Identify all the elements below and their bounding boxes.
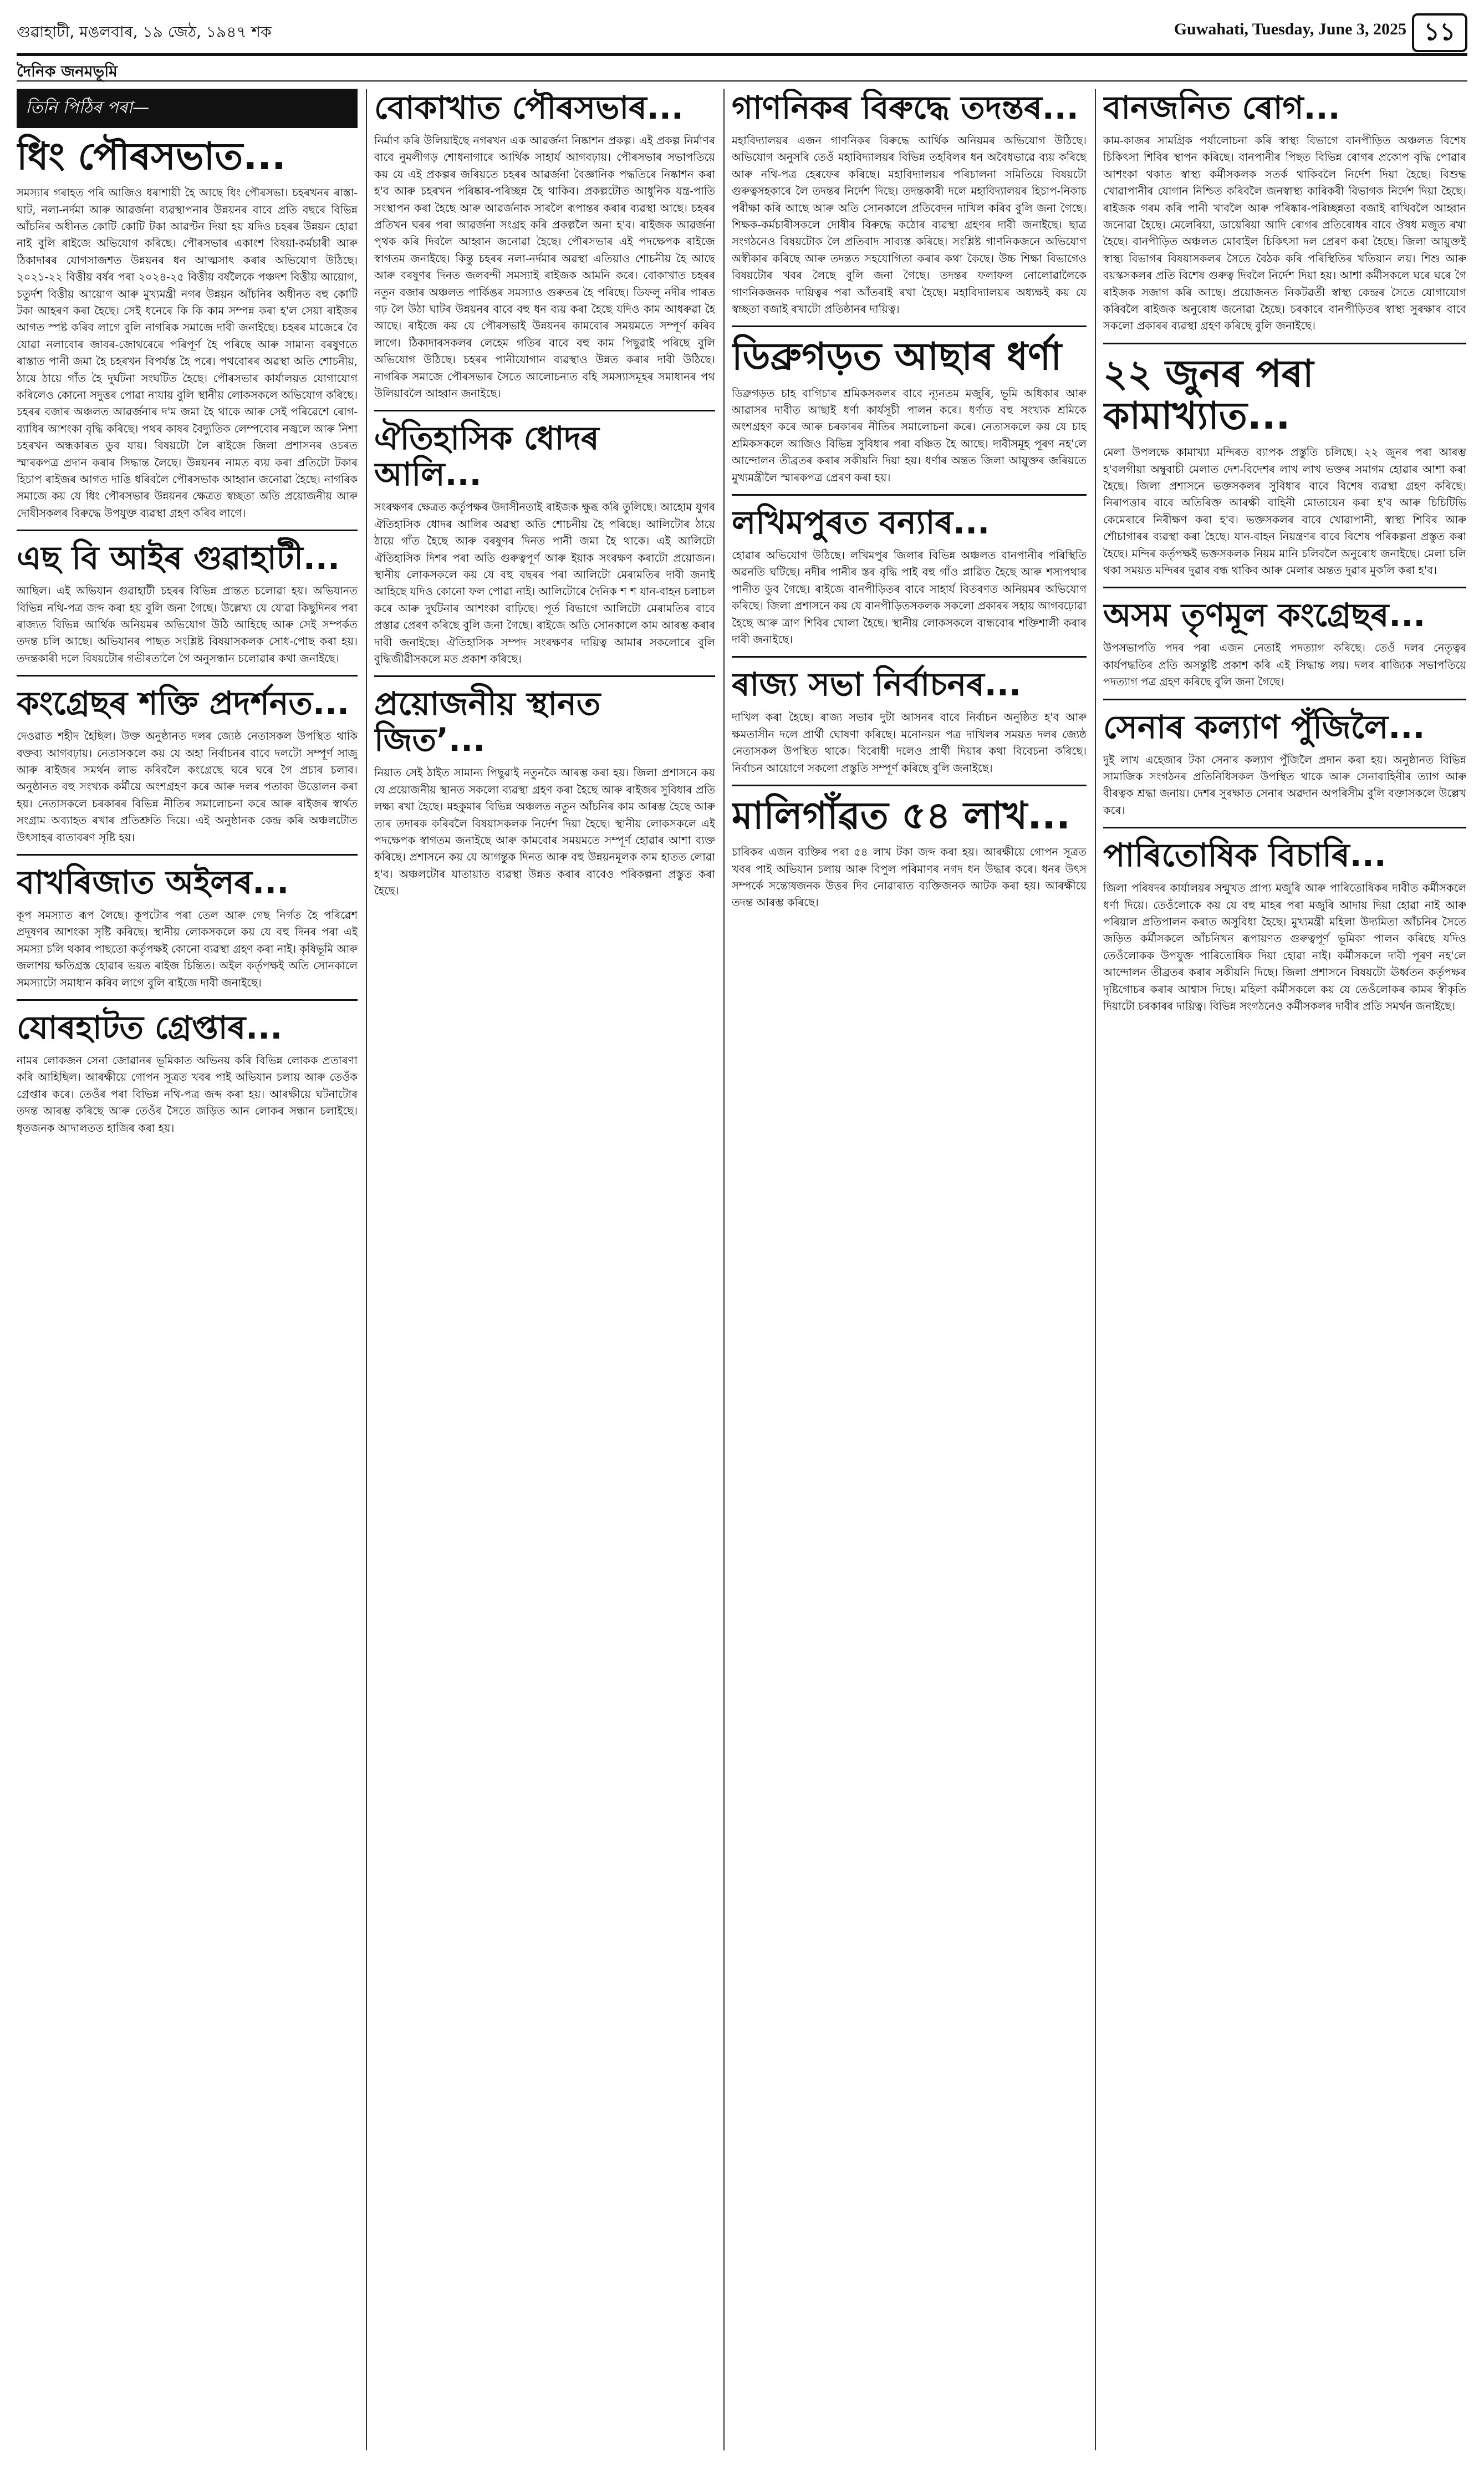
article-body: দাখিল কৰা হৈছে। ৰাজ্য সভাৰ দুটা আসনৰ বাবে নিৰ্বাচন অনুষ্ঠিত হ'ব আৰু ক্ষমতাসীন দলে প্ৰাৰ্থী ঘোষণা কৰিছে। মনোনয়ন পত্ৰ দাখিলৰ সময়ত দলৰ জ্যেষ্ঠ নেতাসকল উপস্থিত থাকে। বিৰোধী দলেও প্ৰাৰ্থী দিয়াৰ কথা বিবেচনা কৰিছে। নিৰ্বাচন আয়োগে সকলো প্ৰস্তুতি সম্পূৰ্ণ কৰিছে বুলি জনাইছে। (732, 711, 1087, 775)
column-2 (374, 89, 715, 2450)
article-body: জিলা পৰিষদৰ কাৰ্যালয়ৰ সন্মুখত প্ৰাপ্য মজুৰি আৰু পাৰিতোষিকৰ দাবীত কৰ্মীসকলে ধৰ্ণা দিয়ে। তেওঁলোকে কয় যে বহু মাহৰ পৰা মজুৰি আদায় দিয়া হোৱা নাই আৰু পৰিয়াল প্ৰতিপালন কৰাত অসুবিধা হৈছে। মুখ্যমন্ত্ৰী মহিলা উদ্যমিতা আঁচনিৰ সৈতে জড়িত কৰ্মীসকলে আঁচনিখন ৰূপায়ণত গুৰুত্বপূৰ্ণ ভূমিকা পালন কৰিছে যদিও তেওঁলোকক উপযুক্ত পাৰিতোষিক দিয়া হোৱা নাই। কৰ্মীসকলে দাবী পূৰণ নহ'লে আন্দোলন তীব্ৰতৰ কৰাৰ সকীয়নি দিছে। জিলা প্ৰশাসনে বিষয়টো ঊৰ্ধ্বতন কৰ্তৃপক্ষৰ দৃষ্টিগোচৰ কৰাৰ আশ্বাস দিছে। মহিলা কৰ্মীসকলে কয় যে তেওঁলোকৰ কামৰ স্বীকৃতি দিয়াটো চৰকাৰৰ দায়িত্ব। বিভিন্ন সংগঠনেও কৰ্মীসকলৰ দাবীৰ প্ৰতি সমৰ্থন জনাইছে। (1103, 882, 1466, 1013)
headline: ধিং পৌৰসভাত... (17, 135, 286, 179)
column-3 (732, 89, 1087, 2450)
headline: কংগ্ৰেছৰ শক্তি প্ৰদৰ্শনত... (17, 684, 350, 723)
newspaper-brand: দৈনিক জনমভূমি (17, 62, 118, 80)
article-body: সংৰক্ষণৰ ক্ষেত্ৰত কৰ্তৃপক্ষৰ উদাসীনতাই ৰাইজক ক্ষুব্ধ কৰি তুলিছে। আহোম যুগৰ ঐতিহাসিক ধোদৰ আলিৰ অৱস্থা অতি শোচনীয় হৈ পৰিছে। আলিটোৰ ঠায়ে ঠায়ে গাঁত হৈছে আৰু বৰষুণৰ দিনত পানী জমা হৈ থাকে। এই আলিটো ঐতিহাসিক দিশৰ পৰা অতি গুৰুত্বপূৰ্ণ আৰু ইয়াক সংৰক্ষণ কৰাটো প্ৰয়োজন। স্থানীয় লোকসকলে কয় যে বহু বছৰৰ পৰা আলিটো মেৰামতিৰ দাবী জনাই আহিছে যদিও কোনো ফল পোৱা নাই। আলিটোৰে দৈনিক শ শ যান-বাহন চলাচল কৰে আৰু দুৰ্ঘটনাৰ আশংকা বাঢ়িছে। পূৰ্ত বিভাগে আলিটো মেৰামতিৰ বাবে প্ৰস্তাৱ প্ৰেৰণ কৰিছে বুলি জনা গৈছে। ৰাইজে অতি সোনকালে কাম আৰম্ভ কৰাৰ দাবী জনাইছে। ঐতিহাসিক সম্পদ সংৰক্ষণৰ দায়িত্ব আমাৰ সকলোৰে বুলি বুদ্ধিজীৱীসকলে মত প্ৰকাশ কৰিছে। (374, 501, 715, 666)
date-local: গুৱাহাটী, মঙলবাৰ, ১৯ জেঠ, ১৯৪৭ শক (17, 23, 272, 41)
article-bokakhat-municipality (374, 90, 715, 411)
article-congress-show (17, 685, 358, 856)
article-body: নিয়াত সেই ঠাইত সামান্য পিছুৱাই নতুনকৈ আৰম্ভ কৰা হয়। জিলা প্ৰশাসনে কয় যে প্ৰয়োজনীয় স্থানত সকলো ব্যৱস্থা গ্ৰহণ কৰা হৈছে আৰু ৰাইজৰ সুবিধাৰ প্ৰতি লক্ষ্য ৰখা হৈছে। মহকুমাৰ বিভিন্ন অঞ্চলত নতুন আঁচনিৰ কাম আৰম্ভ হৈছে আৰু তাৰ তদাৰক কৰিবলৈ বিষয়াসকলক নিৰ্দেশ দিয়া হৈছে। স্থানীয় লোকসকলে এই পদক্ষেপক স্বাগতম জনাইছে আৰু কামবোৰ সময়মতে সম্পূৰ্ণ হোৱাৰ আশা ব্যক্ত কৰিছে। প্ৰশাসনে কয় যে আগন্তুক দিনত আৰু বহু উন্নয়নমূলক কাম হাতত লোৱা হ'ব। অঞ্চলটোৰ যাতায়াত ব্যৱস্থা উন্নত কৰাৰ বাবেও পৰিকল্পনা প্ৰস্তুত কৰা হৈছে। (374, 766, 715, 898)
headline: অসম তৃণমূল কংগ্ৰেছৰ... (1103, 596, 1426, 634)
headline: পাৰিতোষিক বিচাৰি... (1103, 836, 1386, 874)
headline: লখিমপুৰত বন্যাৰ... (732, 503, 990, 542)
article-body: সমস্যাৰ গৰাহত পৰি আজিও ধৰাশায়ী হৈ আছে ধিং পৌৰসভা। চহৰখনৰ ৰাস্তা-ঘাট, নলা-নৰ্দমা আৰু আৱৰ্জনা ব্যৱস্থাপনাৰ উন্নয়নৰ বাবে প্ৰতি বছৰে বিভিন্ন আঁচনিৰ অধীনত কোটি কোটি টকা আৱণ্টন দিয়া হয় যদিও চহৰৰ উন্নয়ন হোৱা নাই বুলি ৰাইজে অভিযোগ কৰিছে। পৌৰসভাৰ একাংশ বিষয়া-কৰ্মচাৰী আৰু ঠিকাদাৰৰ যোগসাজশত উন্নয়নৰ ধন আত্মসাৎ কৰাৰ অভিযোগ উঠিছে। ২০২১-২২ বিত্তীয় বৰ্ষৰ পৰা ২০২৪-২৫ বিত্তীয় বৰ্ষলৈকে পঞ্চদশ বিত্তীয় আয়োগ, চতুৰ্দশ বিত্তীয় আয়োগ আৰু মুখ্যমন্ত্ৰী নগৰ উন্নয়ন আঁচনিৰ অধীনত বহু কোটি টকা আহৰণ কৰা হৈছে। সেই ধনেৰে কি কি কাম সম্পন্ন কৰা হ'ল সেয়া ৰাইজৰ আগত স্পষ্ট কৰিব লাগে বুলি নাগৰিক সমাজে দাবী জনাইছে। চহৰৰ মাজেৰে বৈ যোৱা নলাবোৰ জাবৰ-জোথৰেৰে পৰিপূৰ্ণ হৈ পৰিছে আৰু সামান্য বৰষুণতে ৰাস্তাত পানী জমা হৈ চহৰখন বিপৰ্যস্ত হৈ পৰে। পথবোৰৰ অৱস্থা অতি শোচনীয়, ঠায়ে ঠায়ে গাঁত হৈ দুৰ্ঘটনা সংঘটিত হৈছে। পৌৰসভাৰ কাৰ্যালয়ত যোগাযোগ কৰিলেও কোনো সদুত্তৰ পোৱা নাযায় বুলি স্থানীয় লোকসকলে অভিযোগ কৰিছে। চহৰৰ বজাৰ অঞ্চলত আৱৰ্জনাৰ দ'ম জমা হৈ থাকে আৰু সেই পৰিৱেশে ৰোগ-ব্যাধিৰ আশংকা বৃদ্ধি কৰিছে। পথৰ কাষৰ বৈদ্যুতিক লেম্পবোৰ নজ্বলে আৰু নিশা চহৰখন অন্ধকাৰত ডুব যায়। বিষয়টো লৈ ৰাইজে জিলা প্ৰশাসনৰ ওচৰত স্মাৰকপত্ৰ প্ৰদান কৰাৰ সিদ্ধান্ত লৈছে। উন্নয়নৰ নামত ব্যয় কৰা প্ৰতিটো টকাৰ হিচাপ ৰাইজৰ আগত দাঙি ধৰিবলৈ পৌৰসভাক আহ্বান জনোৱা হৈছে। নাগৰিক সমাজে কয় যে ধিং পৌৰসভাৰ উন্নয়নৰ ক্ষেত্ৰত স্বচ্ছতা অতি প্ৰয়োজনীয় আৰু দোষীসকলৰ বিৰুদ্ধে উপযুক্ত ব্যৱস্থা গ্ৰহণ কৰিব লাগে। (17, 186, 358, 520)
article-body: উপসভাপতি পদৰ পৰা এজন নেতাই পদত্যাগ কৰিছে। তেওঁ দলৰ নেতৃত্বৰ কাৰ্যপদ্ধতিৰ প্ৰতি অসন্তুষ্টি প্ৰকাশ কৰি এই সিদ্ধান্ত লয়। দলৰ ৰাজ্যিক সভাপতিয়ে পদত্যাগ পত্ৰ গ্ৰহণ কৰিছে বুলি জনা গৈছে। (1103, 642, 1466, 689)
headline: ২২ জুনৰ পৰা কামাখ্যাত... (1103, 352, 1314, 438)
article-body: হোৱাৰ অভিযোগ উঠিছে। লখিমপুৰ জিলাৰ বিভিন্ন অঞ্চলত বানপানীৰ পৰিস্থিতি অৱনতি ঘটিছে। নদীৰ পানীৰ স্তৰ বৃদ্ধি পাই বহু গাঁও প্লাৱিত হৈছে আৰু শস্যপথাৰ পানীত ডুব গৈছে। ৰাইজে বানপীড়িতৰ বাবে সাহাৰ্য বিতৰণত অনিয়মৰ অভিযোগ কৰিছে। জিলা প্ৰশাসনে কয় যে বানপীড়িতসকলক সকলো প্ৰকাৰৰ সহায় আগবঢ়োৱা হৈছে আৰু ত্ৰাণ শিবিৰ খোলা হৈছে। স্থানীয় লোকসকলে বান্ধবোৰ শক্তিশালী কৰাৰ দাবী জনাইছে। (732, 548, 1087, 646)
article-kamakhya (1103, 353, 1466, 589)
article-body: নামৰ লোকজন সেনা জোৱানৰ ভূমিকাত অভিনয় কৰি বিভিন্ন লোকক প্ৰতাৰণা কৰি আহিছিল। আৰক্ষীয়ে গোপন সূত্ৰত খবৰ পাই অভিযান চলায় আৰু তেওঁক গ্ৰেপ্তাৰ কৰে। তেওঁৰ পৰা বিভিন্ন নথি-পত্ৰ জব্দ কৰা হয়। আৰক্ষীয়ে ঘটনাটোৰ তদন্ত আৰম্ভ কৰিছে আৰু তেওঁৰ সৈতে জড়িত আন লোকৰ সন্ধান চলাইছে। ধৃতজনক আদালতত হাজিৰ কৰা হয়। (17, 1054, 358, 1135)
headline: ৰাজ্য সভা নিৰ্বাচনৰ... (732, 665, 1021, 704)
article-rajya-sabha (732, 667, 1087, 786)
article-jorhat-arrest (17, 1010, 358, 1145)
brand-bar (17, 53, 1467, 78)
headline: বাখৰিজাত অইলৰ... (17, 863, 289, 902)
article-body: দেওৱাত শহীদ হৈছিল। উক্ত অনুষ্ঠানত দলৰ জ্যেষ্ঠ নেতাসকল উপস্থিত থাকি বক্তব্য আগবঢ়ায়। নেতাসকলে কয় যে অহা নিৰ্বাচনৰ বাবে দলটো সম্পূৰ্ণ সাজু আৰু ৰাইজৰ সমৰ্থন লাভ কৰিবলৈ কংগ্ৰেছে ঘৰে ঘৰে গৈ প্ৰচাৰ চলাব। অনুষ্ঠানত বহু সংখ্যক কৰ্মীয়ে অংশগ্ৰহণ কৰে আৰু দলৰ পতাকা উত্তোলন কৰা হয়। নেতাসকলে চৰকাৰৰ বিভিন্ন নীতিৰ সমালোচনা কৰে আৰু ৰাইজৰ স্বাৰ্থত সংগ্ৰাম অব্যাহত ৰখাৰ প্ৰতিশ্ৰুতি দিয়ে। এই অনুষ্ঠানক কেন্দ্ৰ কৰি অঞ্চলটোত উৎসাহৰ বাতাবৰণ সৃষ্টি হয়। (17, 730, 358, 844)
column-divider (366, 89, 367, 2450)
article-bakhrijan-oil (17, 864, 358, 1001)
headline: ঐতিহাসিক ধোদৰ আলি... (374, 419, 599, 494)
headline: বানজনিত ৰোগ... (1103, 89, 1340, 126)
article-body: আছিল। এই অভিযান গুৱাহাটী চহৰৰ বিভিন্ন প্ৰান্তত চলোৱা হয়। অভিযানত বিভিন্ন নথি-পত্ৰ জব্দ কৰা হয় বুলি জনা গৈছে। উল্লেখ্য যে যোৱা কিছুদিনৰ পৰা ৰাজ্যত বিভিন্ন আৰ্থিক অনিয়মৰ অভিযোগ উঠি আহিছে আৰু সেই সম্পৰ্কত তদন্ত চলি আছে। অভিযানৰ পাছত সংশ্লিষ্ট বিষয়াসকলক সোধ-পোছ কৰা হয়। তদন্তকাৰী দলে বিষয়টোৰ গভীৰতালৈ গৈ অনুসন্ধান চলোৱাৰ কথা জনাইছে। (17, 584, 358, 665)
article-body: মহাবিদ্যালয়ৰ এজন গাণনিকৰ বিৰুদ্ধে আৰ্থিক অনিয়মৰ অভিযোগ উঠিছে। অভিযোগ অনুসৰি তেওঁ মহাবিদ্যালয়ৰ বিভিন্ন তহবিলৰ ধন অবৈধভাৱে ব্যয় কৰিছে আৰু নথি-পত্ৰ হেৰফেৰ কৰিছে। মহাবিদ্যালয়ৰ পৰিচালনা সমিতিয়ে বিষয়টো গুৰুত্বসহকাৰে লৈ তদন্তৰ নিৰ্দেশ দিছে। তদন্তকাৰী দলে মহাবিদ্যালয়ৰ হিচাপ-নিকাচ পৰীক্ষা কৰি আছে আৰু অতি সোনকালে প্ৰতিবেদন দাখিল কৰিব বুলি জনা গৈছে। শিক্ষক-কৰ্মচাৰীসকলে দোষীৰ বিৰুদ্ধে কঠোৰ ব্যৱস্থা গ্ৰহণৰ দাবী জনাইছে। ছাত্ৰ সংগঠনেও বিষয়টোক লৈ প্ৰতিবাদ সাব্যস্ত কৰিছে। সংশ্লিষ্ট গাণনিকজনে অভিযোগ অস্বীকাৰ কৰিছে আৰু তদন্তত সহযোগিতা কৰাৰ কথা কৈছে। উচ্চ শিক্ষা বিভাগেও বিষয়টোৰ খবৰ লৈছে বুলি জনা গৈছে। তদন্তৰ ফলাফল নোলোৱালৈকে গাণনিকজনক দায়িত্বৰ পৰা আঁতৰাই ৰখা হৈছে। মহাবিদ্যালয়ৰ অধ্যক্ষই কয় যে স্বচ্ছতা বজাই ৰখাটো প্ৰতিষ্ঠানৰ দায়িত্ব। (732, 134, 1087, 316)
column-1 (17, 89, 358, 2450)
article-lakhimpur-flood (732, 505, 1087, 658)
article-dhing-municipality (17, 136, 358, 531)
column-4 (1103, 89, 1466, 2450)
date-english: Guwahati, Tuesday, June 3, 2025 (1174, 20, 1406, 38)
page-number: ১১ (1412, 13, 1467, 52)
article-body: চাৰিকৰ এজন ব্যক্তিৰ পৰা ৫৪ লাখ টকা জব্দ কৰা হয়। আৰক্ষীয়ে গোপন সূত্ৰত খবৰ পাই অভিযান চলায় আৰু বিপুল পৰিমাণৰ নগদ ধন উদ্ধাৰ কৰে। ধনৰ উৎস সম্পৰ্কে সন্তোষজনক উত্তৰ দিব নোৱাৰাত ব্যক্তিজনক আটক কৰা হয়। আৰক্ষীয়ে তদন্ত আৰম্ভ কৰিছে। (732, 846, 1087, 909)
article-body: কাম-কাজৰ সামগ্ৰিক পৰ্যালোচনা কৰি স্বাস্থ্য বিভাগে বানপীড়িত অঞ্চলত বিশেষ চিকিৎসা শিবিৰ স্থাপন কৰিছে। বানপানীৰ পিছত বিভিন্ন ৰোগৰ প্ৰকোপ বৃদ্ধি পোৱাৰ আশংকা থকাত স্বাস্থ্য কৰ্মীসকলক সতৰ্ক থাকিবলৈ নিৰ্দেশ দিয়া হৈছে। বিশুদ্ধ খোৱাপানীৰ যোগান নিশ্চিত কৰিবলৈ জনস্বাস্থ্য কাৰিকৰী বিভাগক নিৰ্দেশ দিয়া হৈছে। ৰাইজক গৰম কৰি পানী খাবলৈ আৰু পৰিষ্কাৰ-পৰিচ্ছন্নতা বজাই ৰাখিবলৈ আহ্বান জনোৱা হৈছে। মেলেৰিয়া, ডায়েৰিয়া আদি ৰোগৰ প্ৰতিৰোধৰ বাবে ঔষধ মজুত ৰখা হৈছে। বানপীড়িত অঞ্চলত মোবাইল চিকিৎসা দল প্ৰেৰণ কৰা হৈছে। জিলা আয়ুক্তই স্বাস্থ্য বিভাগৰ বিষয়াসকলৰ সৈতে বৈঠক কৰি পৰিস্থিতিৰ খতিয়ান লয়। শিশু আৰু বয়স্কসকলৰ প্ৰতি বিশেষ গুৰুত্ব দিবলৈ নিৰ্দেশ দিয়া হয়। আশা কৰ্মীসকলে ঘৰে ঘৰে গৈ ৰাইজক সজাগ কৰি আছে। প্ৰয়োজনত নিকটৱৰ্তী স্বাস্থ্য কেন্দ্ৰৰ সৈতে যোগাযোগ কৰিবলৈ ৰাইজক অনুৰোধ জনোৱা হৈছে। চৰকাৰে বানপীড়িতৰ স্বাস্থ্য সুৰক্ষাৰ বাবে সকলো প্ৰকাৰৰ ব্যৱস্থা গ্ৰহণ কৰিছে বুলি জনাইছে। (1103, 134, 1466, 333)
article-body: নিৰ্মাণ কৰি উলিয়াইছে নগৰখন এক আৱৰ্জনা নিষ্কাশন প্ৰকল্প। এই প্ৰকল্প নিৰ্মাণৰ বাবে নুমলীগড় শোধনাগাৰে আৰ্থিক সাহাৰ্য আগবঢ়ায়। পৌৰসভাৰ সভাপতিয়ে কয় যে এই প্ৰকল্পৰ জৰিয়তে চহৰৰ আৱৰ্জনা বৈজ্ঞানিক পদ্ধতিৰে নিষ্কাশন কৰা হ'ব আৰু চহৰখন পৰিষ্কাৰ-পৰিচ্ছন্ন হৈ থাকিব। প্ৰকল্পটোত আধুনিক যন্ত্ৰ-পাতি সংস্থাপন কৰা হৈছে আৰু আৱৰ্জনাক সাৰলৈ ৰূপান্তৰ কৰাৰ ব্যৱস্থা আছে। চহৰৰ প্ৰতিখন ঘৰৰ পৰা আৱৰ্জনা সংগ্ৰহ কৰি প্ৰকল্পলৈ অনা হ'ব। ৰাইজক আৱৰ্জনা পৃথক কৰি দিবলৈ আহ্বান জনোৱা হৈছে। পৌৰসভাৰ এই পদক্ষেপক ৰাইজে স্বাগতম জনাইছে। কিন্তু চহৰৰ নলা-নৰ্দমাৰ অৱস্থা এতিয়াও শোচনীয় হৈ আছে আৰু বৰষুণৰ দিনত জলবন্দী সমস্যাই ৰাইজক আমনি কৰে। বোকাখাত চহৰৰ নতুন বজাৰ অঞ্চলত পাৰ্কিঙৰ সমস্যাও গুৰুতৰ হৈ পৰিছে। ডিফলু নদীৰ পাৰত গঢ় লৈ উঠা ঘাটৰ উন্নয়নৰ বাবে বহু ধন ব্যয় কৰা হৈছে যদিও কাম আধৰুৱা হৈ আছে। ৰাইজে কয় যে পৌৰসভাই উন্নয়নৰ কামবোৰ সময়মতে সম্পূৰ্ণ কৰিব লাগে। ঠিকাদাৰসকলৰ লেহেম গতিৰ বাবে বহু কাম পিছুৱাই পৰিছে বুলি অভিযোগ উঠিছে। চহৰৰ পানীযোগান ব্যৱস্থাও উন্নত কৰাৰ দাবী উঠিছে। নাগৰিক সমাজে পৌৰসভাৰ সৈতে আলোচনাত বহি সমস্যাসমূহৰ সমাধানৰ পথ উলিয়াবলৈ আহ্বান জনাইছে। (374, 134, 715, 400)
article-accountant-probe (732, 90, 1087, 327)
article-remuneration (1103, 837, 1466, 1023)
headline: প্ৰয়োজনীয় স্থানত জিত’... (374, 685, 601, 759)
article-flood-disease (1103, 90, 1466, 344)
column-divider (1095, 89, 1096, 2450)
headline: গাণনিকৰ বিৰুদ্ধে তদন্তৰ... (732, 89, 1079, 126)
article-dibrugarh-dharna (732, 336, 1087, 496)
headline: ডিব্ৰুগড়ত আছাৰ ধৰ্ণা (732, 335, 1062, 379)
article-necessary-place (374, 686, 715, 907)
article-body: মেলা উপলক্ষে কামাখ্যা মন্দিৰত ব্যাপক প্ৰস্তুতি চলিছে। ২২ জুনৰ পৰা আৰম্ভ হ'বলগীয়া অম্বুবাচী মেলাত দেশ-বিদেশৰ লাখ লাখ ভক্তৰ সমাগম হোৱাৰ আশা কৰা হৈছে। জিলা প্ৰশাসনে ভক্তসকলৰ সুবিধাৰ বাবে বিশেষ ব্যৱস্থা গ্ৰহণ কৰিছে। নিৰাপত্তাৰ বাবে অতিৰিক্ত আৰক্ষী বাহিনী মোতায়েন কৰা হ'ব আৰু চিচিটিভি কেমেৰাৰে নিৰীক্ষণ কৰা হ'ব। ভক্তসকলৰ বাবে খোৱাপানী, স্বাস্থ্য শিবিৰ আৰু শৌচাগাৰৰ ব্যৱস্থা কৰা হৈছে। যান-বাহন নিয়ন্ত্ৰণৰ বাবে বিশেষ পৰিকল্পনা প্ৰস্তুত কৰা হৈছে। মন্দিৰ কৰ্তৃপক্ষই ভক্তসকলক নিয়ম মানি চলিবলৈ অনুৰোধ জনাইছে। মেলা চলি থকা সময়ত মন্দিৰৰ দুৱাৰ বন্ধ থাকিব আৰু মেলাৰ অন্তত দুৱাৰ মুকলি কৰা হ'ব। (1103, 446, 1466, 577)
headline: এছ বি আইৰ গুৱাহাটী... (17, 539, 340, 577)
column-divider (723, 89, 725, 2450)
article-body: ডিব্ৰুগড়ত চাহ বাগিচাৰ শ্ৰমিকসকলৰ বাবে ন্যূনতম মজুৰি, ভূমি অধিকাৰ আৰু আৱাসৰ দাবীত আছাই ধৰ্ণা কাৰ্যসূচী পালন কৰে। ধৰ্ণাত বহু সংখ্যক শ্ৰমিকে অংশগ্ৰহণ কৰে আৰু চৰকাৰৰ নীতিৰ সমালোচনা কৰে। নেতাসকলে কয় যে চাহ শ্ৰমিকসকলে আজিও বিভিন্ন সুবিধাৰ পৰা বঞ্চিত হৈ আছে। দাবীসমূহ পূৰণ নহ'লে আন্দোলন তীব্ৰতৰ কৰাৰ সকীয়নি দিয়া হয়। ধৰ্ণাৰ অন্তত জিলা আয়ুক্তৰ জৰিয়তে মুখ্যমন্ত্ৰীলৈ স্মাৰকপত্ৰ প্ৰেৰণ কৰা হয়। (732, 386, 1087, 484)
continuation-kicker: তিনি পিঠিৰ পৰা— (17, 89, 358, 128)
article-body: দুই লাখ এহেজাৰ টকা সেনাৰ কল্যাণ পুঁজিলৈ প্ৰদান কৰা হয়। অনুষ্ঠানত বিভিন্ন সামাজিক সংগঠনৰ প্ৰতিনিধিসকল উপস্থিত থাকে আৰু সেনাবাহিনীৰ ত্যাগ আৰু বীৰত্বক শ্ৰদ্ধা জনায়। দেশৰ সুৰক্ষাত সেনাৰ অৱদান অপৰিসীম বুলি বক্তাসকলে উল্লেখ কৰে। (1103, 753, 1466, 817)
brand-divider (17, 80, 1467, 82)
article-tmc-assam (1103, 597, 1466, 700)
article-dhodar-ali (374, 420, 715, 677)
headline: সেনাৰ কল্যাণ পুঁজিলৈ... (1103, 708, 1425, 746)
headline: মালিগাঁৱত ৫৪ লাখ... (732, 793, 1070, 838)
article-army-fund (1103, 709, 1466, 829)
headline: যোৰহাটত গ্ৰেপ্তাৰ... (17, 1009, 283, 1047)
article-body: কূপ সমস্যাত ৰূপ লৈছে। কূপটোৰ পৰা তেল আৰু গেছ নিৰ্গত হৈ পৰিৱেশ প্ৰদূষণৰ আশংকা সৃষ্টি কৰিছে। স্থানীয় লোকসকলে কয় যে বহু দিনৰ পৰা এই সমস্যা চলি থকাৰ পাছতো কৰ্তৃপক্ষই কোনো ব্যৱস্থা গ্ৰহণ কৰা নাই। কৃষিভূমি আৰু জলাশয় ক্ষতিগ্ৰস্ত হোৱাৰ ভয়ত ৰাইজ চিন্তিত। অইল কৰ্তৃপক্ষই অতি সোনকালে সমস্যাটো সমাধান কৰিব লাগে বুলি ৰাইজে দাবী জনাইছে। (17, 909, 358, 989)
headline: বোকাখাত পৌৰসভাৰ... (374, 89, 684, 126)
article-sb-guwahati (17, 540, 358, 676)
article-maligaon-cash (732, 795, 1087, 919)
page-header (17, 13, 1467, 52)
